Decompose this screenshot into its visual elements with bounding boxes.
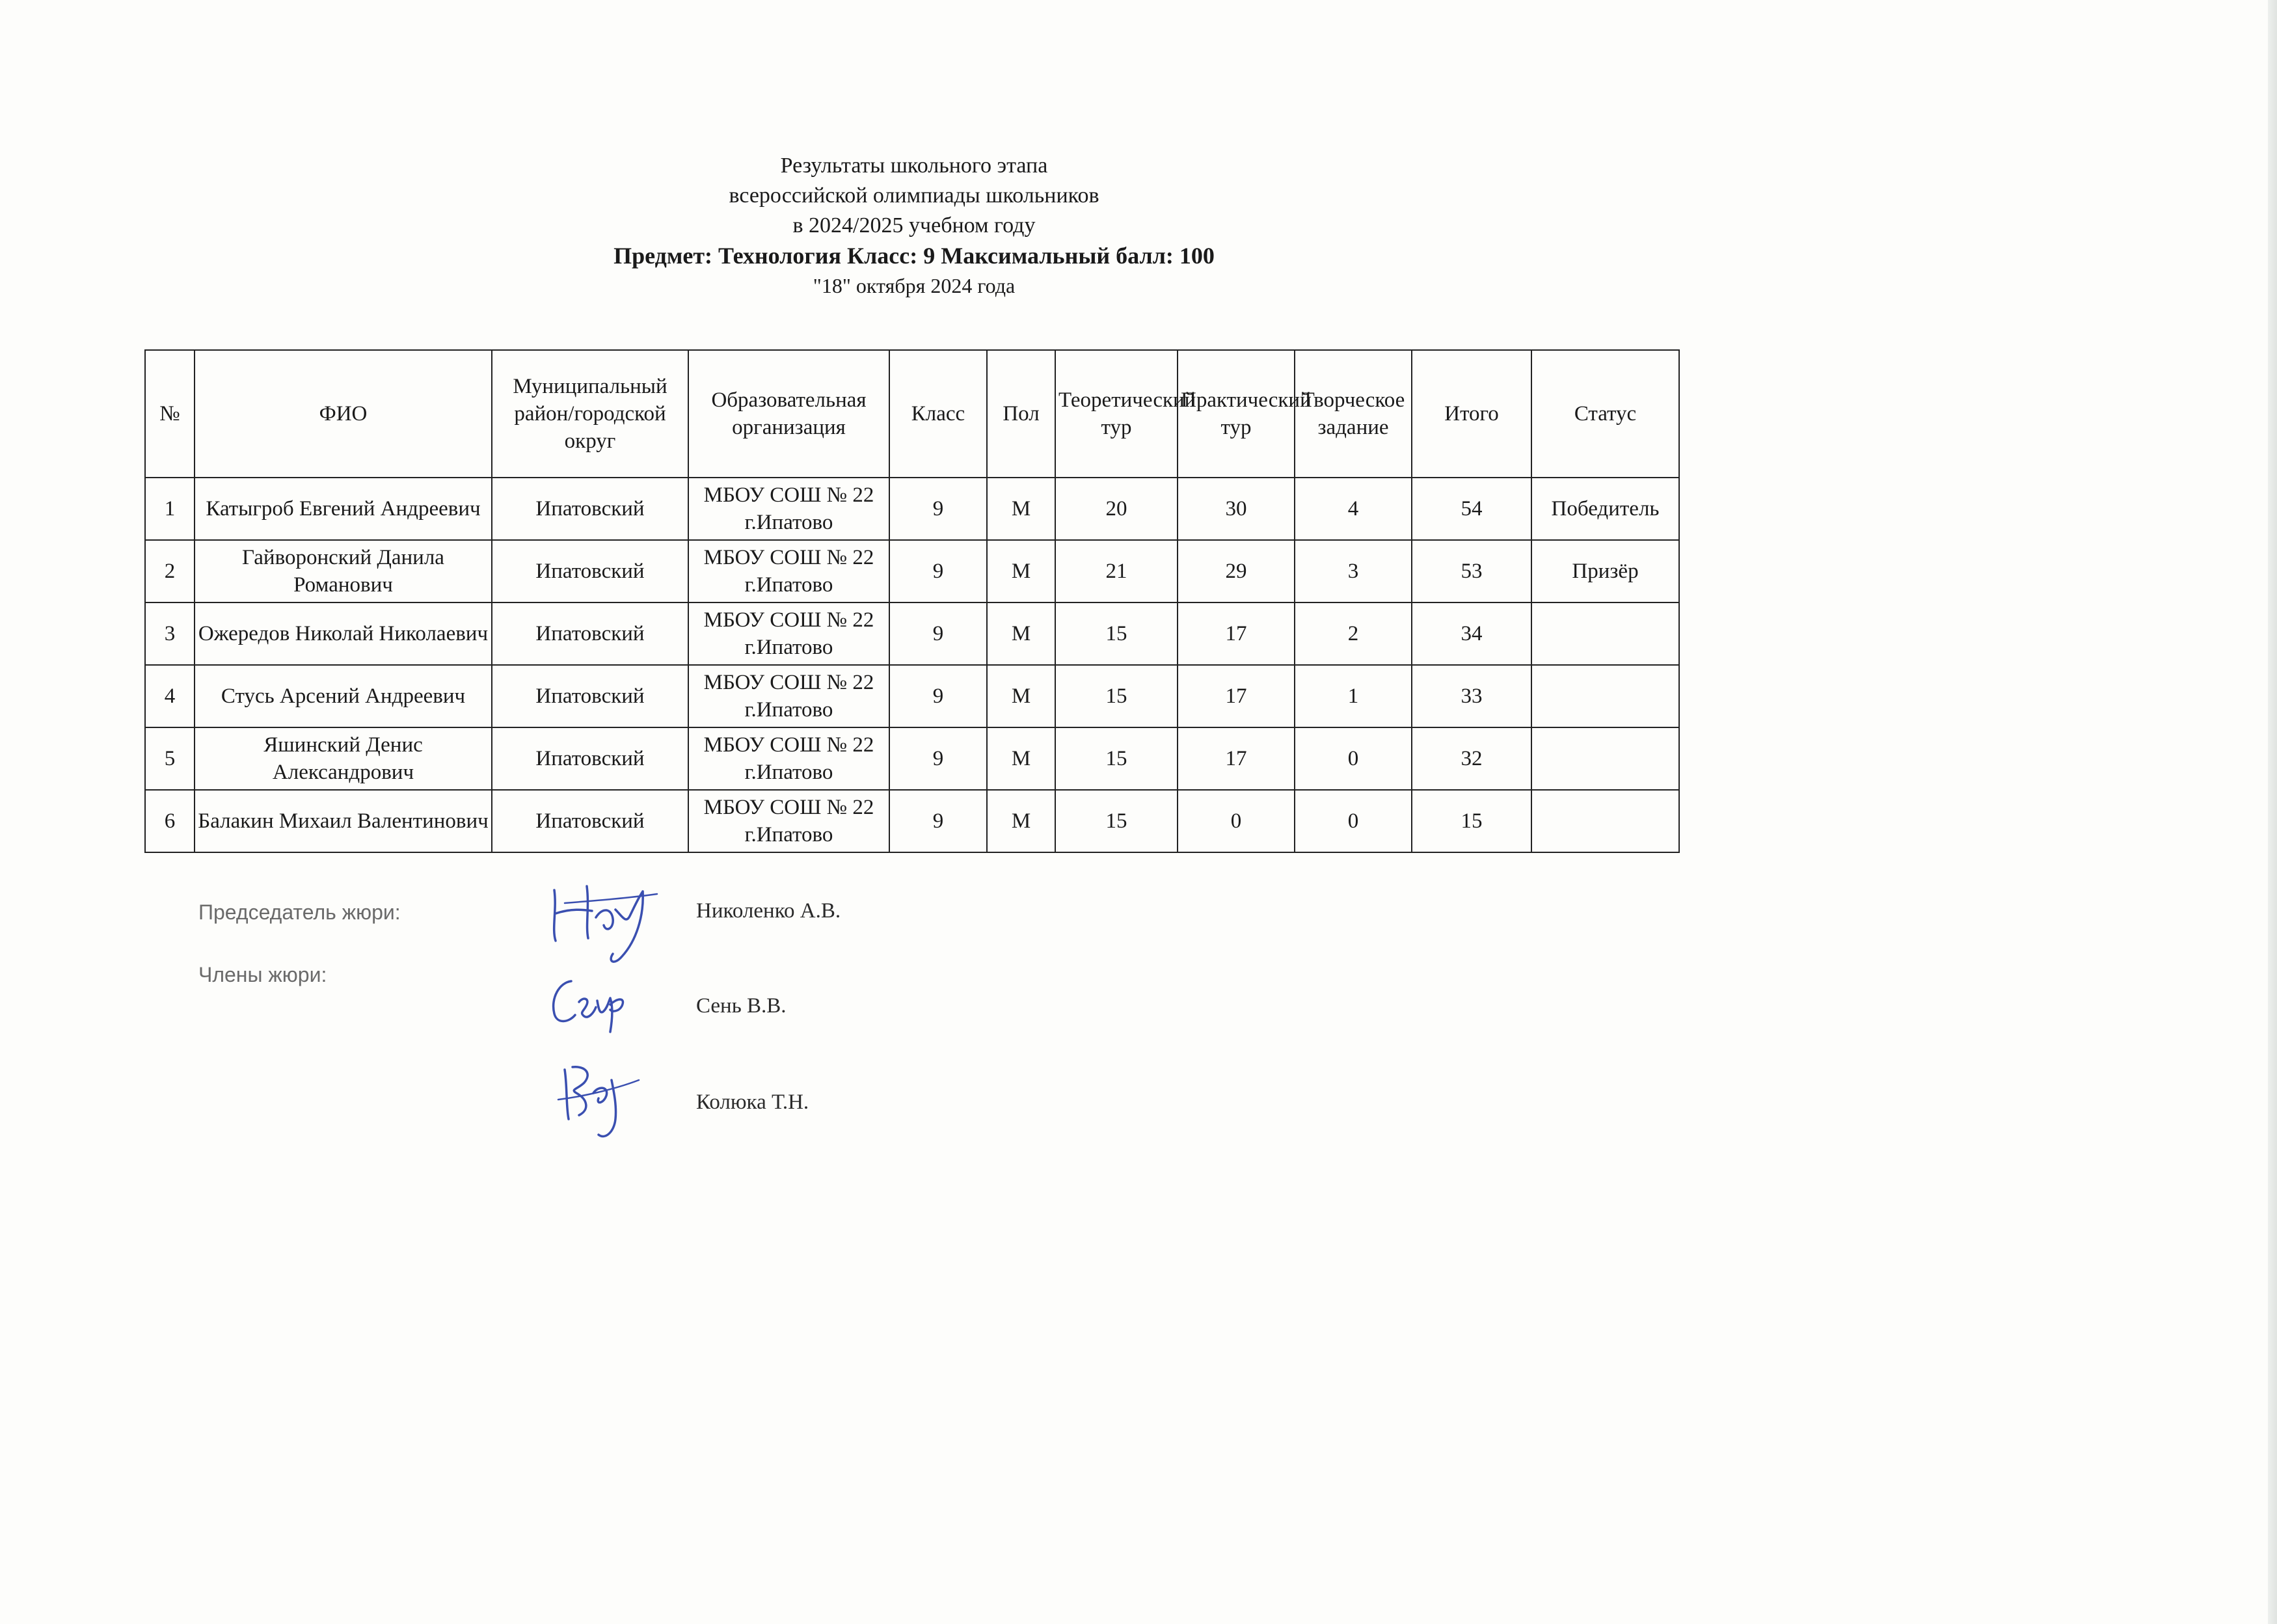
column-header-practice: Практический тур	[1178, 350, 1295, 478]
cell-practice: 17	[1178, 727, 1295, 790]
cell-status	[1531, 665, 1679, 727]
cell-num: 6	[145, 790, 195, 852]
cell-status	[1531, 727, 1679, 790]
results-table	[144, 349, 1680, 853]
cell-grade: 9	[889, 790, 987, 852]
column-header-sex: Пол	[987, 350, 1055, 478]
table-row	[145, 727, 1679, 790]
header-title-line-3: в 2024/2025 учебном году	[792, 213, 1036, 237]
cell-creative: 0	[1295, 727, 1412, 790]
cell-sex: М	[987, 790, 1055, 852]
column-header-num: №	[145, 350, 195, 478]
cell-creative: 4	[1295, 478, 1412, 540]
cell-org: МБОУ СОШ № 22 г.Ипатово	[688, 540, 889, 602]
column-header-district: Муниципальный район/городской округ	[492, 350, 688, 478]
cell-district: Ипатовский	[492, 478, 688, 540]
cell-practice: 0	[1178, 790, 1295, 852]
cell-sex: М	[987, 478, 1055, 540]
column-header-status: Статус	[1531, 350, 1679, 478]
cell-practice: 17	[1178, 665, 1295, 727]
table-row	[145, 602, 1679, 665]
cell-total: 33	[1412, 665, 1531, 727]
header-title-line-2: всероссийской олимпиады школьников	[729, 183, 1099, 208]
cell-creative: 3	[1295, 540, 1412, 602]
cell-num: 2	[145, 540, 195, 602]
cell-district: Ипатовский	[492, 790, 688, 852]
cell-grade: 9	[889, 540, 987, 602]
cell-status: Призёр	[1531, 540, 1679, 602]
cell-theory: 15	[1055, 602, 1178, 665]
table-row	[145, 540, 1679, 602]
cell-org: МБОУ СОШ № 22 г.Ипатово	[688, 727, 889, 790]
cell-sex: М	[987, 602, 1055, 665]
cell-grade: 9	[889, 727, 987, 790]
table-row	[145, 790, 1679, 852]
scan-edge	[2268, 0, 2277, 1624]
header-title-line-1: Результаты школьного этапа	[780, 154, 1048, 178]
cell-num: 1	[145, 478, 195, 540]
cell-district: Ипатовский	[492, 727, 688, 790]
cell-district: Ипатовский	[492, 602, 688, 665]
column-header-org: Образовательная организация	[688, 350, 889, 478]
cell-org: МБОУ СОШ № 22 г.Ипатово	[688, 602, 889, 665]
document-header	[416, 151, 1412, 301]
cell-org: МБОУ СОШ № 22 г.Ипатово	[688, 790, 889, 852]
cell-status	[1531, 602, 1679, 665]
member-1-signature	[545, 969, 630, 1041]
jury-members-label: Члены жюри:	[198, 963, 327, 986]
cell-total: 54	[1412, 478, 1531, 540]
cell-theory: 15	[1055, 665, 1178, 727]
cell-name: Ожередов Николай Николаевич	[195, 602, 492, 665]
cell-practice: 30	[1178, 478, 1295, 540]
cell-grade: 9	[889, 665, 987, 727]
cell-name: Катыгроб Евгений Андреевич	[195, 478, 492, 540]
cell-num: 5	[145, 727, 195, 790]
header-subject-line: Предмет: Технология Класс: 9 Максимальный балл: 100	[613, 243, 1215, 269]
jury-chair-name: Николенко А.В.	[696, 899, 841, 923]
cell-theory: 15	[1055, 790, 1178, 852]
cell-total: 53	[1412, 540, 1531, 602]
cell-creative: 1	[1295, 665, 1412, 727]
header-date: "18" октября 2024 года	[813, 274, 1016, 297]
column-header-grade: Класс	[889, 350, 987, 478]
cell-org: МБОУ СОШ № 22 г.Ипатово	[688, 478, 889, 540]
column-header-theory: Теоретический тур	[1055, 350, 1178, 478]
cell-name: Стусь Арсений Андреевич	[195, 665, 492, 727]
cell-district: Ипатовский	[492, 665, 688, 727]
cell-total: 34	[1412, 602, 1531, 665]
cell-num: 3	[145, 602, 195, 665]
table-header-row	[145, 350, 1679, 478]
jury-member-1-name: Сень В.В.	[696, 994, 787, 1018]
column-header-creative: Творческое задание	[1295, 350, 1412, 478]
member-2-signature	[553, 1054, 644, 1145]
jury-chair-label: Председатель жюри:	[198, 900, 401, 924]
cell-creative: 2	[1295, 602, 1412, 665]
cell-practice: 29	[1178, 540, 1295, 602]
cell-name: Яшинский Денис Александрович	[195, 727, 492, 790]
cell-practice: 17	[1178, 602, 1295, 665]
cell-org: МБОУ СОШ № 22 г.Ипатово	[688, 665, 889, 727]
chair-signature	[545, 871, 662, 968]
cell-sex: М	[987, 540, 1055, 602]
cell-total: 15	[1412, 790, 1531, 852]
cell-district: Ипатовский	[492, 540, 688, 602]
cell-name: Гайворонский Данила Романович	[195, 540, 492, 602]
cell-theory: 21	[1055, 540, 1178, 602]
cell-name: Балакин Михаил Валентинович	[195, 790, 492, 852]
cell-status	[1531, 790, 1679, 852]
cell-grade: 9	[889, 478, 987, 540]
cell-num: 4	[145, 665, 195, 727]
cell-creative: 0	[1295, 790, 1412, 852]
table-row	[145, 478, 1679, 540]
jury-member-2-name: Колюка Т.Н.	[696, 1090, 809, 1114]
cell-grade: 9	[889, 602, 987, 665]
cell-status: Победитель	[1531, 478, 1679, 540]
cell-theory: 20	[1055, 478, 1178, 540]
cell-total: 32	[1412, 727, 1531, 790]
cell-sex: М	[987, 665, 1055, 727]
column-header-total: Итого	[1412, 350, 1531, 478]
cell-theory: 15	[1055, 727, 1178, 790]
column-header-name: ФИО	[195, 350, 492, 478]
table-row	[145, 665, 1679, 727]
cell-sex: М	[987, 727, 1055, 790]
